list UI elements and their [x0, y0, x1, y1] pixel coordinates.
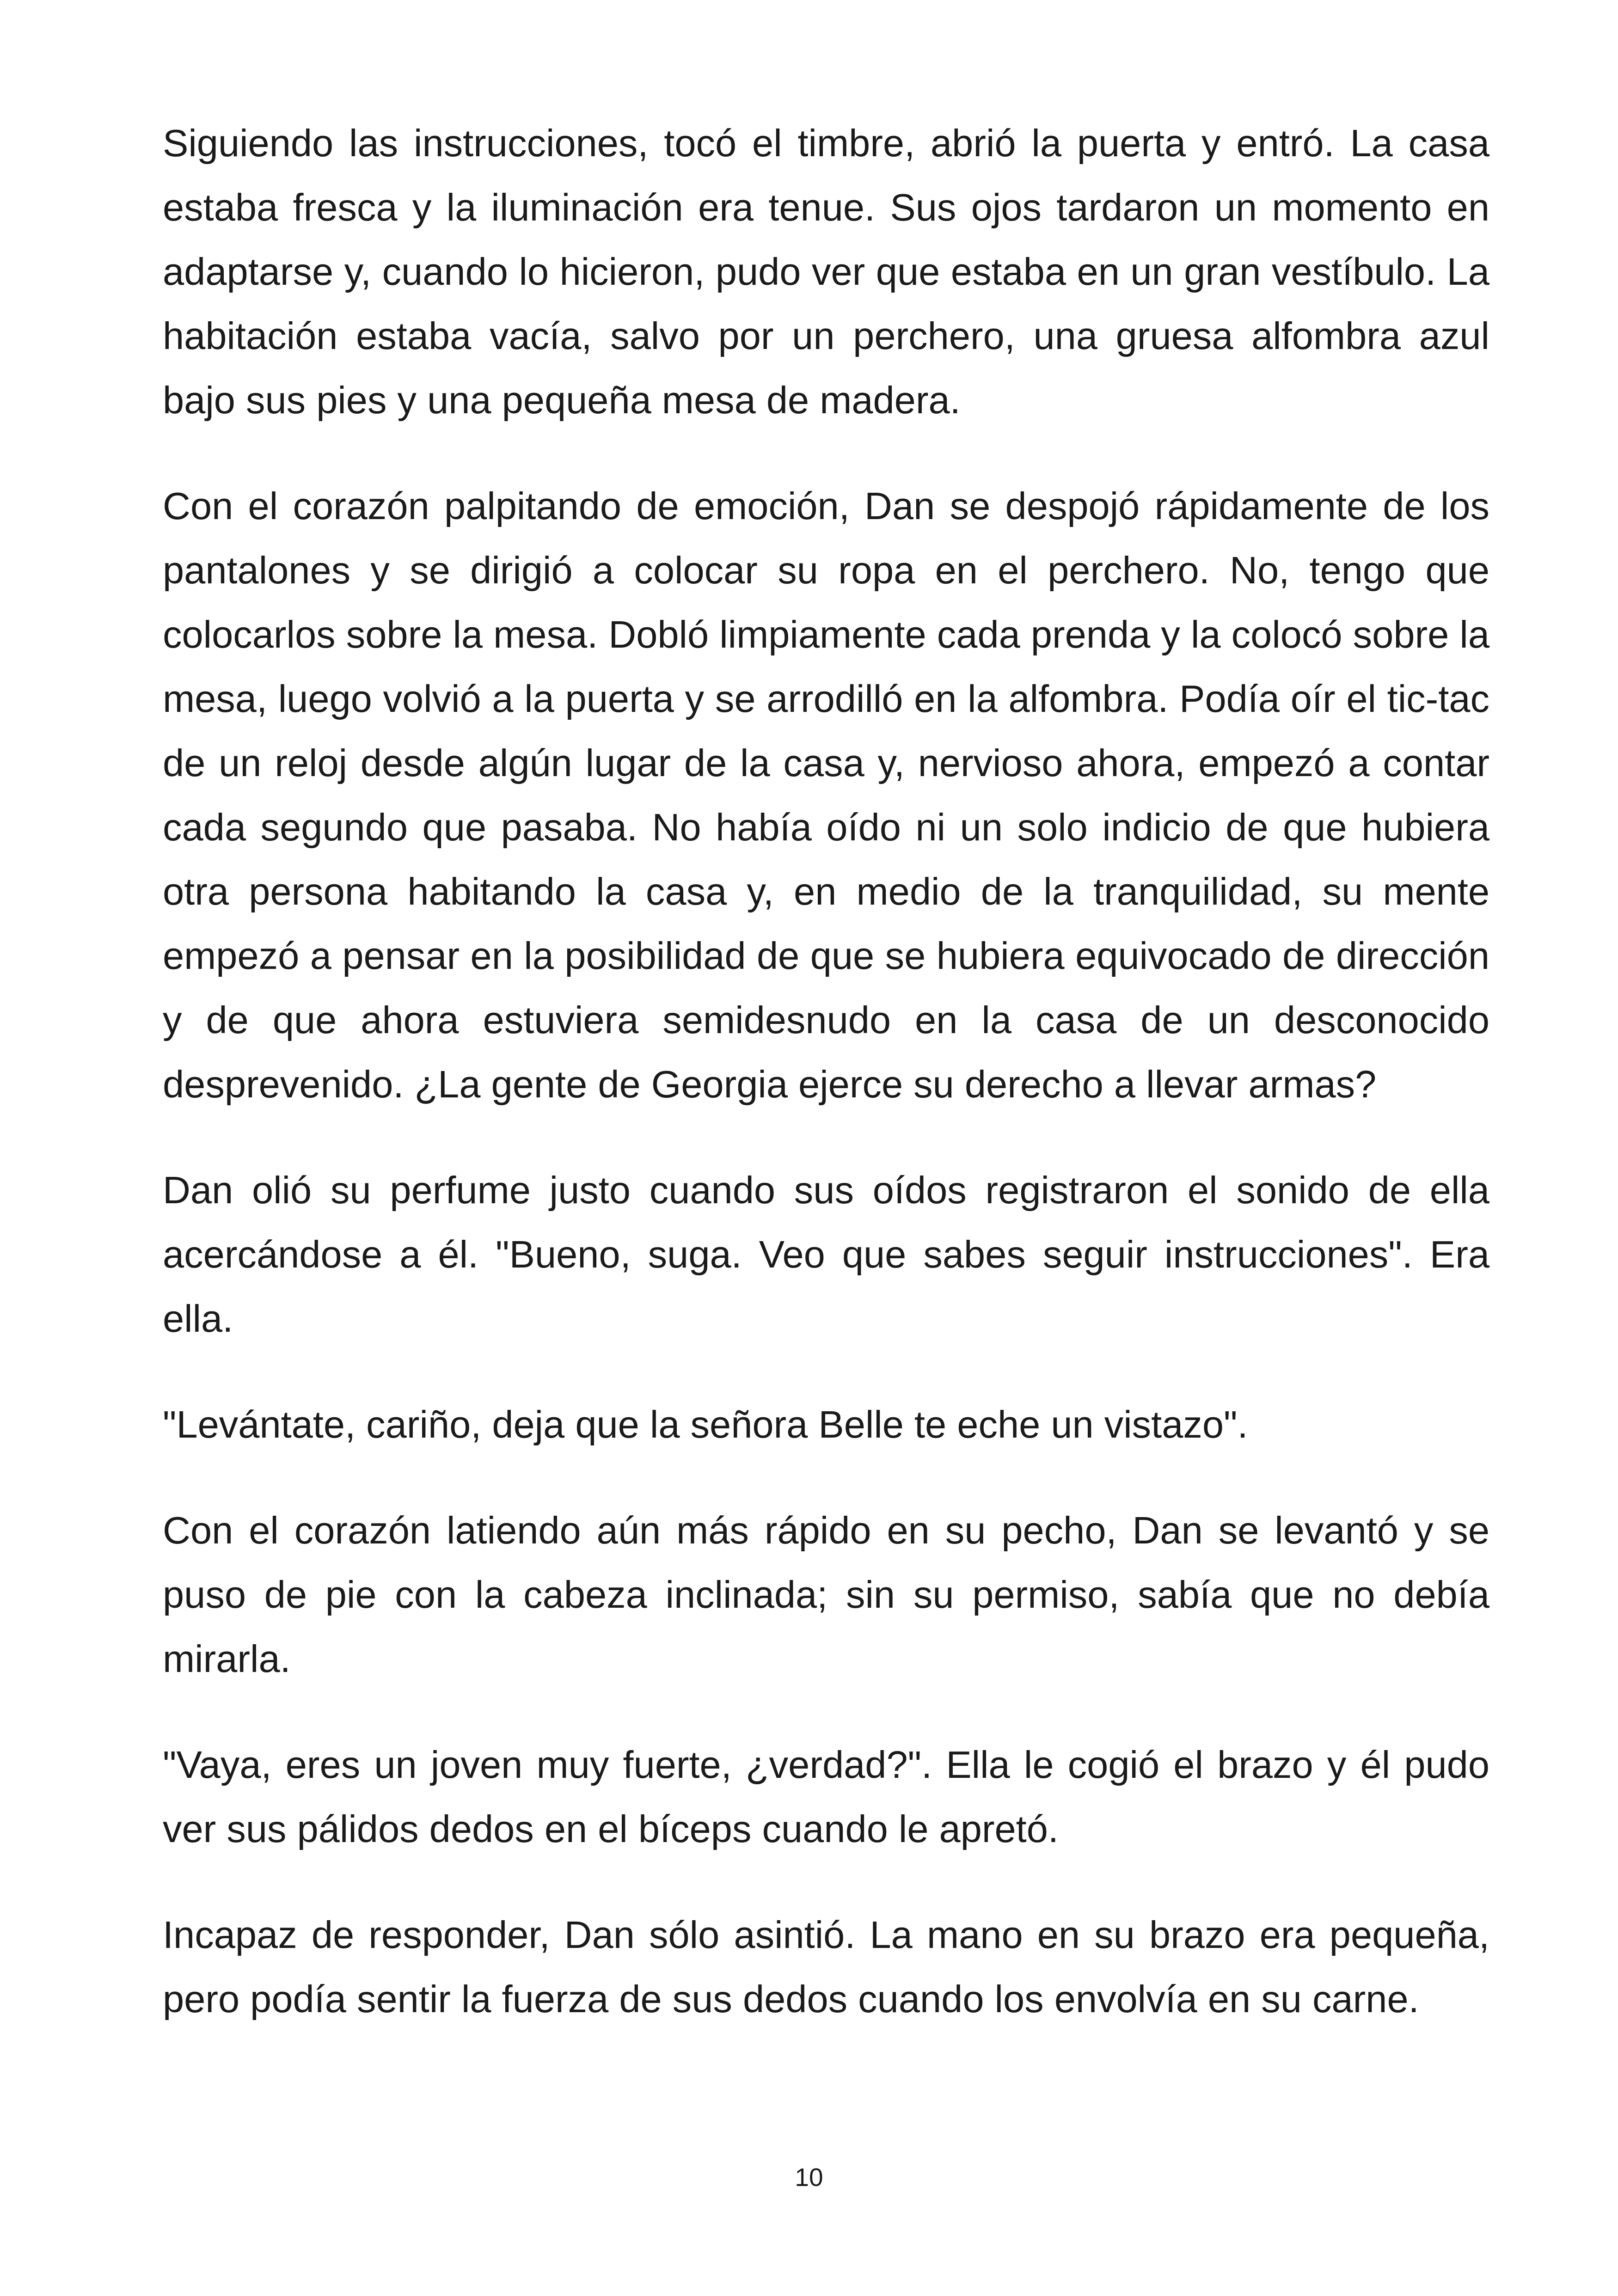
paragraph-1: Siguiendo las instrucciones, tocó el timbre, abrió la puerta y entró. La casa estaba fresca y la iluminación era tenue. Sus ojos tardaron un momento en adaptarse y, cuando lo hicieron, pudo ver que estaba en un gran vestíbulo. La habitación estaba vacía, salvo por un perchero, una gruesa alfombra azul bajo sus pies y una pequeña mesa de madera. [163, 122, 1489, 422]
page-number: 10 [795, 2163, 823, 2192]
paragraph-5: Con el corazón latiendo aún más rápido en su pecho, Dan se levantó y se puso de pie con la cabeza inclinada; sin su permiso, sabía que no debía mirarla. [163, 1509, 1489, 1680]
paragraph-7: Incapaz de responder, Dan sólo asintió. La mano en su brazo era pequeña, pero podía sentir la fuerza de sus dedos cuando los envolvía en su carne. [163, 1913, 1489, 2020]
paragraph-4: "Levántate, cariño, deja que la señora Belle te eche un vistazo". [163, 1403, 1248, 1446]
paragraph-2: Con el corazón palpitando de emoción, Dan se despojó rápidamente de los pantalones y se dirigió a colocar su ropa en el perchero. No, tengo que colocarlos sobre la mesa. Dobló limpiamente cada prenda y la colocó sobre la mesa, luego volvió a la puerta y se arrodilló en la alfombra. Podía oír el tic-tac de un reloj desde algún lugar de la casa y, nervioso ahora, empezó a contar cada segundo que pasaba. No había oído ni un solo indicio de que hubiera otra persona habitando la casa y, en medio de la tranquilidad, su mente empezó a pensar en la posibilidad de que se hubiera equivocado de dirección y de que ahora estuviera semidesnudo en la casa de un desconocido desprevenido. ¿La gente de Georgia ejerce su derecho a llevar armas? [163, 484, 1489, 1106]
paragraph-6: "Vaya, eres un joven muy fuerte, ¿verdad?". Ella le cogió el brazo y él pudo ver sus pálidos dedos en el bíceps cuando le apretó. [163, 1743, 1489, 1850]
body-text [163, 111, 1489, 2073]
paragraph-3: Dan olió su perfume justo cuando sus oídos registraron el sonido de ella acercándose a él. "Bueno, suga. Veo que sabes seguir instrucciones". Era ella. [163, 1169, 1489, 1340]
